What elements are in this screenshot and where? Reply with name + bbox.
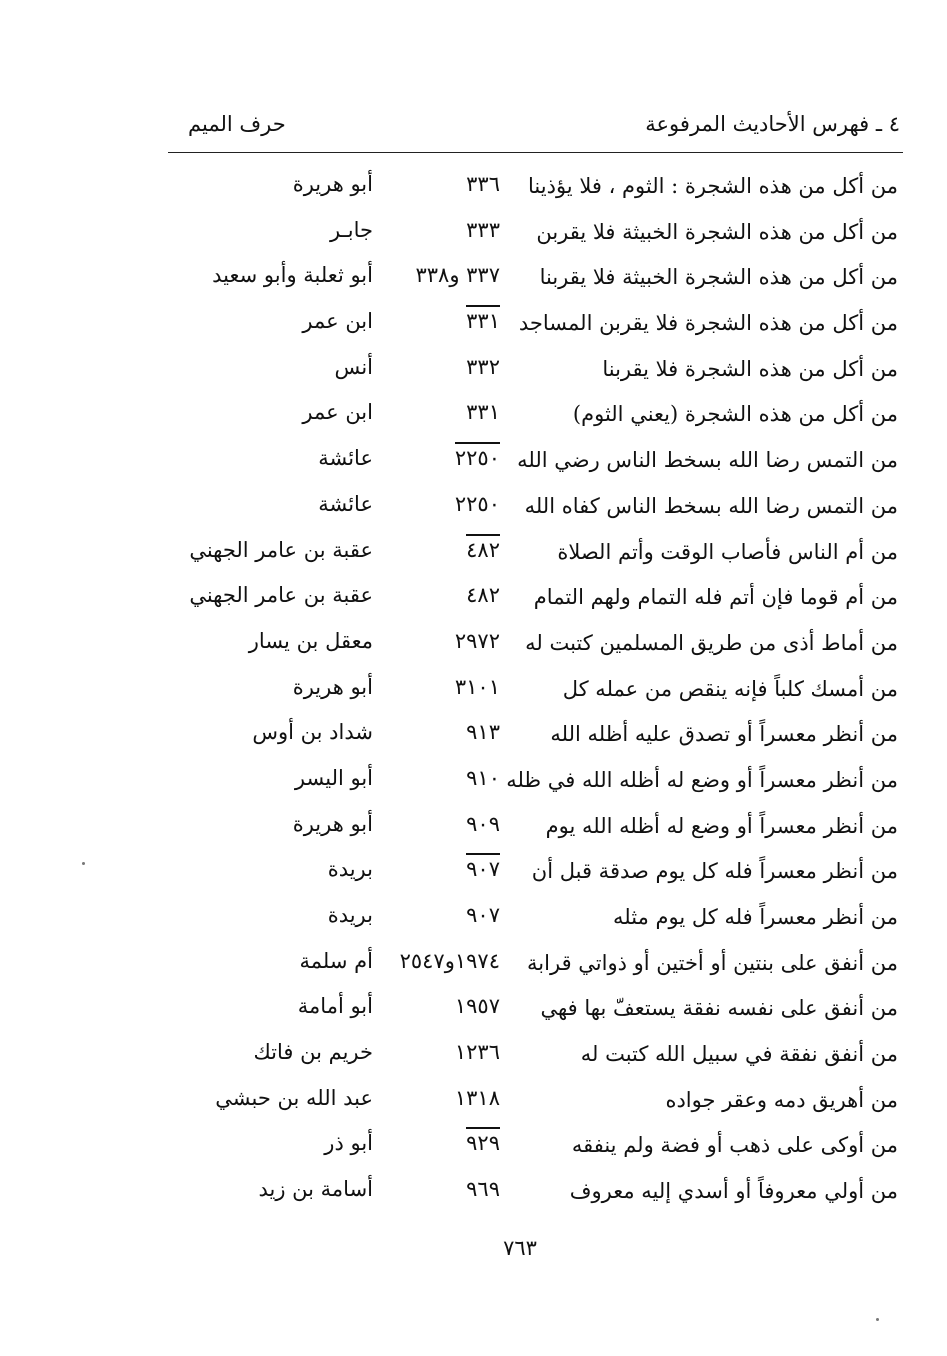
hadith-number	[400, 949, 500, 973]
hadith-text: من أكل من هذه الشجرة فلا يقربنا	[602, 356, 898, 381]
hadith-text: من أنظر معسراً أو وضع له أظله الله يوم	[545, 813, 898, 838]
hadith-number-value: ٩٦٩	[466, 1177, 500, 1202]
index-entry	[168, 1171, 903, 1217]
index-entry	[168, 897, 903, 943]
index-entry	[168, 760, 903, 806]
hadith-text: من أكل من هذه الشجرة الخبيثة فلا يقربنا	[539, 265, 898, 290]
narrator-name: شداد بن أوس	[252, 720, 373, 745]
hadith-number-value: ٢٢٥٠	[455, 442, 500, 470]
letter-title: حرف الميم	[188, 112, 286, 136]
hadith-number-value: ٣٣٢	[466, 354, 500, 379]
hadith-text: من أنظر معسراً أو تصدق عليه أظله الله	[550, 722, 898, 747]
narrator-name: أنس	[334, 354, 373, 379]
hadith-text: من التمس رضا الله بسخط الناس كفاه الله	[524, 493, 898, 518]
index-entry	[168, 1034, 903, 1080]
hadith-text: من أكل من هذه الشجرة : الثوم ، فلا يؤذينا	[528, 174, 898, 198]
hadith-number	[400, 903, 500, 927]
hadith-number	[400, 172, 500, 196]
index-entry	[168, 988, 903, 1034]
hadith-number	[400, 446, 500, 470]
narrator-name: ابن عمر	[302, 309, 373, 334]
index-entry	[168, 303, 903, 349]
hadith-number-value: ٣٣٣	[466, 217, 500, 242]
hadith-number	[400, 675, 500, 699]
narrator-name: عقبة بن عامر الجهني	[189, 537, 373, 562]
narrator-name: أبو ذر	[324, 1131, 373, 1156]
hadith-number	[400, 766, 500, 790]
narrator-name: جابـر	[330, 217, 373, 242]
index-entry	[168, 257, 903, 303]
narrator-name: ابن عمر	[302, 400, 373, 425]
index-entry	[168, 212, 903, 258]
hadith-number	[400, 720, 500, 744]
index-entry	[168, 349, 903, 395]
header-divider	[168, 152, 903, 153]
hadith-text: من أم قوما فإن أتم فله التمام ولهم التمام	[533, 585, 898, 610]
hadith-text: من أمسك كلباً فإنه ينقص من عمله كل	[562, 676, 898, 701]
hadith-text: من أنفق نفقة في سبيل الله كتبت له	[580, 1042, 898, 1067]
hadith-number-value: ٩١٠	[466, 765, 500, 790]
hadith-text: من أنظر معسراً فله كل يوم صدقة قبل أن	[531, 859, 898, 884]
index-entry	[168, 1080, 903, 1126]
hadith-index-list	[168, 166, 903, 1217]
hadith-number	[400, 812, 500, 836]
hadith-number-value: ١٩٥٧	[454, 994, 500, 1019]
hadith-number	[400, 1177, 500, 1201]
hadith-number-value: ٩٠٩	[466, 811, 500, 836]
hadith-number-value: ٣٣١	[466, 305, 500, 333]
narrator-name: أسامة بن زيد	[258, 1177, 373, 1202]
hadith-number	[400, 492, 500, 516]
index-entry	[168, 669, 903, 715]
narrator-name: عائشة	[318, 446, 373, 471]
hadith-number-value: ٩٢٩	[466, 1127, 500, 1155]
narrator-name: عقبة بن عامر الجهني	[189, 583, 373, 608]
hadith-number	[400, 583, 500, 607]
index-entry	[168, 714, 903, 760]
hadith-text: من أنفق على بنتين أو أختين أو ذواتي قرابة	[527, 950, 898, 975]
index-entry	[168, 577, 903, 623]
hadith-number-value: ٤٨٢	[466, 534, 500, 562]
scan-speck	[82, 862, 85, 865]
hadith-text: من أهريق دمه وعقر جواده	[665, 1087, 898, 1112]
hadith-text: من أولي معروفاً أو أسدي إليه معروف	[569, 1179, 898, 1204]
hadith-number-value: ٣٣١	[466, 400, 500, 425]
scan-speck	[876, 1318, 879, 1321]
narrator-name: أم سلمة	[299, 948, 373, 973]
index-entry	[168, 166, 903, 212]
hadith-number-value: ١٢٣٦	[454, 1040, 500, 1065]
index-entry	[168, 851, 903, 897]
narrator-name: عبد الله بن حبشي	[215, 1085, 373, 1110]
hadith-text: من أنفق على نفسه نفقة يستعفّ بها فهي	[540, 996, 898, 1021]
hadith-text: من أماط أذى من طريق المسلمين كتبت له	[525, 630, 898, 655]
index-entry	[168, 806, 903, 852]
index-entry	[168, 1125, 903, 1171]
index-entry	[168, 623, 903, 669]
narrator-name: عائشة	[318, 491, 373, 516]
hadith-number-value: ٩٠٧	[466, 903, 500, 927]
section-title: ٤ ـ فهرس الأحاديث المرفوعة	[645, 112, 900, 136]
hadith-number	[400, 1086, 500, 1110]
narrator-name: أبو هريرة	[292, 674, 373, 699]
hadith-number-value: ٣٣٧ و٣٣٨	[415, 263, 500, 288]
hadith-number	[400, 629, 500, 653]
hadith-text: من أنظر معسراً أو وضع له أظله الله في ظله	[506, 767, 898, 792]
hadith-number-value: ٩٠٧	[466, 853, 500, 881]
index-entry	[168, 532, 903, 578]
hadith-number	[400, 994, 500, 1018]
hadith-number-value: ٢٢٥٠	[454, 491, 500, 516]
hadith-text: من أكل من هذه الشجرة فلا يقربن المساجد	[518, 311, 898, 336]
hadith-number	[400, 857, 500, 881]
hadith-number	[400, 218, 500, 242]
hadith-text: من أم الناس فأصاب الوقت وأتم الصلاة	[557, 539, 898, 564]
index-entry	[168, 943, 903, 989]
narrator-name: خريم بن فاتك	[253, 1040, 373, 1065]
hadith-number	[400, 355, 500, 379]
hadith-number	[400, 309, 500, 333]
narrator-name: بريدة	[327, 857, 373, 882]
hadith-text: من أكل من هذه الشجرة الخبيثة فلا يقربن	[536, 219, 898, 244]
hadith-number-value: ٣١٠١	[454, 674, 500, 699]
hadith-number-value: ١٩٧٤و٢٥٤٧	[399, 948, 500, 973]
hadith-text: من أوكى على ذهب أو فضة ولم ينفقه	[571, 1133, 898, 1158]
hadith-number-value: ١٣١٨	[454, 1085, 500, 1110]
narrator-name: أبو اليسر	[294, 765, 373, 790]
narrator-name: أبو هريرة	[292, 172, 373, 196]
hadith-text: من أنظر معسراً فله كل يوم مثله	[613, 905, 898, 929]
index-entry	[168, 440, 903, 486]
hadith-text: من أكل من هذه الشجرة (يعني الثوم)	[572, 402, 898, 427]
narrator-name: أبو ثعلبة وأبو سعيد	[212, 263, 373, 288]
hadith-number	[400, 1040, 500, 1064]
narrator-name: أبو أمامة	[297, 994, 373, 1019]
narrator-name: أبو هريرة	[292, 811, 373, 836]
hadith-number-value: ٩١٣	[466, 720, 500, 745]
index-entry	[168, 486, 903, 532]
hadith-number-value: ٤٨٢	[466, 583, 500, 608]
narrator-name: بريدة	[327, 903, 373, 927]
hadith-number	[400, 538, 500, 562]
narrator-name: معقل بن يسار	[248, 628, 373, 653]
page-number: ٧٦٣	[503, 1236, 537, 1260]
hadith-text: من التمس رضا الله بسخط الناس رضي الله	[517, 448, 898, 473]
hadith-number	[400, 263, 500, 287]
hadith-number-value: ٣٣٦	[466, 172, 500, 196]
hadith-number	[400, 400, 500, 424]
hadith-number-value: ٢٩٧٢	[454, 628, 500, 653]
hadith-number	[400, 1131, 500, 1155]
index-entry	[168, 394, 903, 440]
